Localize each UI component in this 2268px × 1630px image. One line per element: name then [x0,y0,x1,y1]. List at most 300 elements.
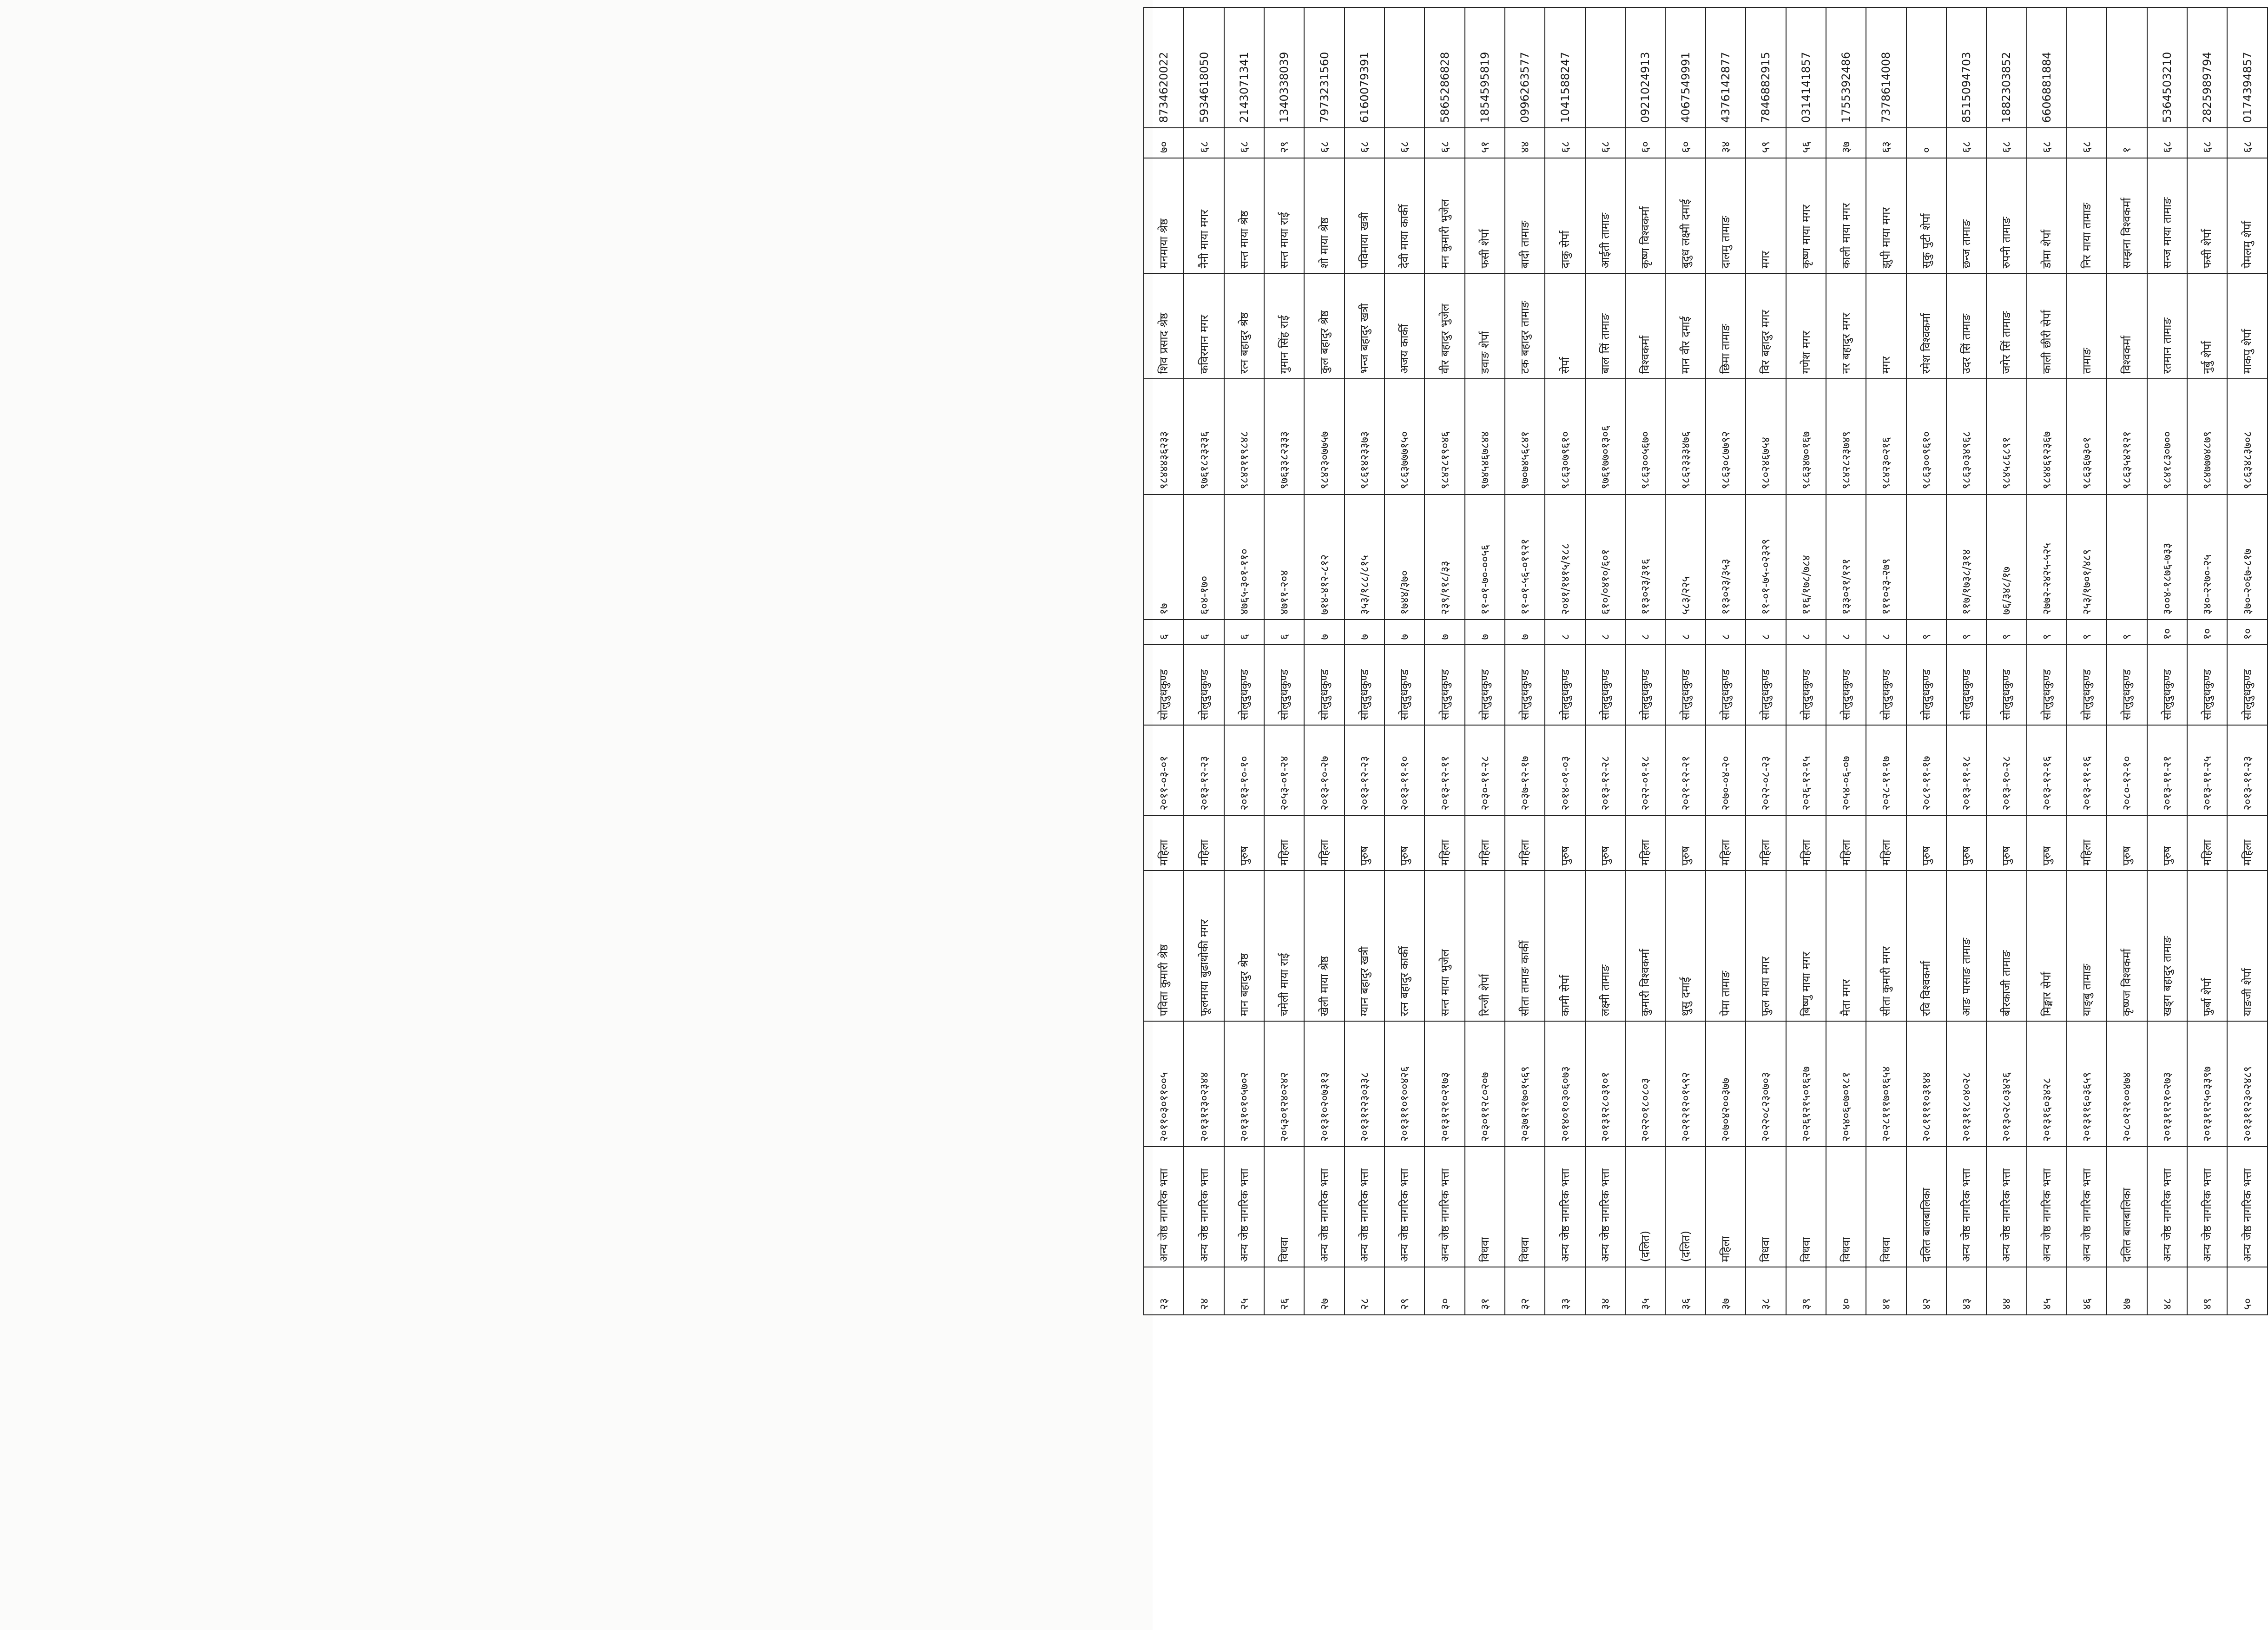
citizenship-number: ६१०/०४१०/६०१ [1585,495,1625,620]
mother-name: डोमा शेर्पा [2027,158,2067,273]
phone-number: ९८४४६१२३६७ [2027,379,2067,494]
phone-number: ९८६३४८३७०८ [2227,379,2268,494]
serial-number: ३७ [1706,1267,1746,1315]
id-number: २०१३११२१०२७३ [2147,1021,2187,1147]
table-row [1946,7,1986,1315]
date-of-birth: २०७०-०४-२० [1706,725,1746,815]
municipality: सोलुदुधकुण्ड [1505,645,1545,725]
municipality: सोलुदुधकुण्ड [1385,645,1424,725]
phone-number: ९८६३६७३०१ [2067,379,2107,494]
account-number: 1340338039 [1264,7,1304,128]
account-number [2067,7,2107,128]
father-name: सेर्पा [1545,273,1585,379]
mother-name: मगर [1746,158,1786,273]
father-name: गणेश मगर [1786,273,1826,379]
mother-name: फसी शेर्पा [1465,158,1505,273]
serial-number: ४३ [1946,1267,1986,1315]
account-number: 6160079391 [1345,7,1385,128]
id-number: २०२८१११७०१६५४ [1866,1021,1906,1147]
citizenship-number: २३९/११८/३३ [1424,495,1464,620]
ward-number: ९ [1946,620,1986,645]
age: ६० [1625,128,1665,158]
table-row [1906,7,1946,1315]
citizenship-number: ३७०-२०६७-८१७ [2227,495,2268,620]
table-row [1424,7,1464,1315]
allowance-category: (दलित) [1625,1147,1665,1267]
municipality: सोलुदुधकुण्ड [1465,645,1505,725]
father-name: गुमान सिंह राई [1264,273,1304,379]
mother-name: छन्ज तामाङ [1946,158,1986,273]
beneficiary-name: मान बहादुर श्रेष्ठ [1224,871,1264,1021]
age: ३७ [1826,128,1866,158]
date-of-birth: २०१३-१२-१६ [2027,725,2067,815]
allowance-category: अन्य जेष्ठ नागरिक भत्ता [1184,1147,1224,1267]
mother-name: काली माया मगर [1826,158,1866,273]
serial-number: ३५ [1625,1267,1665,1315]
gender: महिला [1746,816,1786,871]
gender: महिला [1786,816,1826,871]
phone-number: ९८४२३०७७५७ [1304,379,1344,494]
serial-number: ४४ [1986,1267,2026,1315]
serial-number: २६ [1264,1267,1304,1315]
date-of-birth: २०१३-११-१६ [2067,725,2107,815]
citizenship-number [2107,495,2147,620]
serial-number: ३३ [1545,1267,1585,1315]
allowance-category: विधवा [1826,1147,1866,1267]
municipality: सोलुदुधकुण्ड [1545,645,1585,725]
ward-number: ७ [1505,620,1545,645]
gender: महिला [1465,816,1505,871]
serial-number: ३४ [1585,1267,1625,1315]
citizenship-number: २७७२-२४२५-५२५ [2027,495,2067,620]
ward-number: ७ [1465,620,1505,645]
gender: महिला [2187,816,2227,871]
citizenship-number: ६०४-१७० [1184,495,1224,620]
beneficiary-name: पविता कुमारी श्रेष्ठ [1144,871,1184,1021]
municipality: सोलुदुधकुण्ड [1665,645,1705,725]
municipality: सोलुदुधकुण्ड [1786,645,1826,725]
beneficiary-name: खड्ग बहादुर तामाङ [2147,871,2187,1021]
municipality: सोलुदुधकुण्ड [1345,645,1385,725]
beneficiary-name: पेमा तामाङ [1706,871,1746,1021]
serial-number: २८ [1345,1267,1385,1315]
allowance-category: विधवा [1786,1147,1826,1267]
account-number: 0174394857 [2227,7,2268,128]
account-number [1906,7,1946,128]
citizenship-number: १३३०२१/१२१ [1826,495,1866,620]
ward-number: ८ [1625,620,1665,645]
id-number: २०२२०८२३०७०३ [1746,1021,1786,1147]
date-of-birth: २०८०-१२-१० [2107,725,2147,815]
allowance-category: अन्य जेष्ठ नागरिक भत्ता [2187,1147,2227,1267]
father-name: बाल सिं तामाङ [1585,273,1625,379]
ward-number: ७ [1424,620,1464,645]
serial-number: ३८ [1746,1267,1786,1315]
date-of-birth: २०१३-११-१८ [1946,725,1986,815]
allowance-category: (दलित) [1665,1147,1705,1267]
allowance-category: अन्य जेष्ठ नागरिक भत्ता [1424,1147,1464,1267]
father-name: नुर्बु शेर्पा [2187,273,2227,379]
id-number: २०१३११०१००४२६ [1385,1021,1424,1147]
father-name: भन्ज बहादुर खत्री [1345,273,1385,379]
id-number: २०११०३०११००५ [1144,1021,1184,1147]
municipality: सोलुदुधकुण्ड [1986,645,2026,725]
municipality: सोलुदुधकुण्ड [1746,645,1786,725]
citizenship-number: १७ [1144,495,1184,620]
father-name: अजय कार्की [1385,273,1424,379]
allowance-category: अन्य जेष्ठ नागरिक भत्ता [1345,1147,1385,1267]
allowance-category: विधवा [1264,1147,1304,1267]
id-number: २०१३१२२३०३३८ [1345,1021,1385,1147]
beneficiary-name: बिष्णु माया मगर [1786,871,1826,1021]
age: ६८ [1946,128,1986,158]
beneficiary-name: थुसु दमाई [1665,871,1705,1021]
gender: महिला [1184,816,1224,871]
id-number: २०५३०१२४०२४२ [1264,1021,1304,1147]
phone-number: ९८४१८३०७०० [2147,379,2187,494]
account-number: 5934618050 [1184,7,1224,128]
allowance-category: अन्य जेष्ठ नागरिक भत्ता [2227,1147,2268,1267]
mother-name: रुपनी तामाङ [1986,158,2026,273]
id-number: २०१३१६०३४२८ [2027,1021,2067,1147]
age: ६० [1665,128,1705,158]
citizenship-number: ७६/३४८/१७ [1986,495,2026,620]
age: ६८ [1224,128,1264,158]
beneficiary-name: ग्यान बहादुर खत्री [1345,871,1385,1021]
table-row [1545,7,1585,1315]
serial-number: ४५ [2027,1267,2067,1315]
serial-number: ३१ [1465,1267,1505,1315]
phone-number: ९८४२८२३७४९ [1826,379,1866,494]
allowance-category: अन्य जेष्ठ नागरिक भत्ता [1986,1147,2026,1267]
father-name: डवाङ शेर्पा [1465,273,1505,379]
date-of-birth: २०१४-०१-०३ [1545,725,1585,815]
account-number: 0996263577 [1505,7,1545,128]
serial-number: ४२ [1906,1267,1946,1315]
serial-number: ३० [1424,1267,1464,1315]
municipality: सोलुदुधकुण्ड [2147,645,2187,725]
gender: पुरुष [2147,816,2187,871]
phone-number: ९८४४४३६२३३ [1144,379,1184,494]
phone-number: ९८६३०८७७९२ [1706,379,1746,494]
citizenship-number: ४७६५-३०१-११० [1224,495,1264,620]
citizenship-number: ११६/१७८/७८४ [1786,495,1826,620]
date-of-birth: २०८१-११-१७ [1906,725,1946,815]
gender: पुरुष [1665,816,1705,871]
date-of-birth: २०१३-१२-२३ [1184,725,1224,815]
serial-number: ४९ [2187,1267,2227,1315]
municipality: सोलुदुधकुण्ड [1424,645,1464,725]
id-number: २०१४०१०३०६०७३ [1545,1021,1585,1147]
citizenship-number: ४७११-२०४ [1264,495,1304,620]
municipality: सोलुदुधकुण्ड [1224,645,1264,725]
beneficiary-name: सीता तामाङ कार्की [1505,871,1545,1021]
account-number [1585,7,1625,128]
date-of-birth: २०२१-१२-२१ [1665,725,1705,815]
table-row [1866,7,1906,1315]
age: ६३ [1866,128,1906,158]
beneficiary-name: चमेली माया राई [1264,871,1304,1021]
age: १ [2107,128,2147,158]
phone-number: ९७०७४५६८४१ [1505,379,1545,494]
ward-number: ८ [1866,620,1906,645]
date-of-birth: २०१३-१०-१० [1224,725,1264,815]
gender: पुरुष [1986,816,2026,871]
beneficiary-name: फुल माया मगर [1746,871,1786,1021]
ward-number: १० [2187,620,2227,645]
account-number: 7973231560 [1304,7,1344,128]
father-name: तामाङ [2067,273,2107,379]
municipality: सोलुदुधकुण्ड [2067,645,2107,725]
account-number: 1854595819 [1465,7,1505,128]
gender: महिला [1264,816,1304,871]
allowance-category: अन्य जेष्ठ नागरिक भत्ता [2147,1147,2187,1267]
age: ६८ [2027,128,2067,158]
beneficiary-name: कुमारी विश्वकर्मा [1625,871,1665,1021]
mother-name: पविमाया खत्री [1345,158,1385,273]
age: ५९ [1746,128,1786,158]
citizenship-number [1906,495,1946,620]
phone-number: ९८६३००५६७० [1625,379,1665,494]
date-of-birth: २०१३-१२-२३ [1345,725,1385,815]
municipality: सोलुदुधकुण्ड [1906,645,1946,725]
age: ६८ [1385,128,1424,158]
age: ६८ [1545,128,1585,158]
ward-number: ७ [1304,620,1344,645]
date-of-birth: २०१३-१२-११ [1424,725,1464,815]
beneficiary-name: रिन्जी शेर्पा [1465,871,1505,1021]
municipality: सोलुदुधकुण्ड [2107,645,2147,725]
table-row [1585,7,1625,1315]
gender: महिला [2227,816,2268,871]
ward-number: ८ [1585,620,1625,645]
citizenship-number: ११३०२३/३५३ [1706,495,1746,620]
gender: पुरुष [1385,816,1424,871]
beneficiary-name: खेली माया श्रेष्ठ [1304,871,1344,1021]
table-row [1786,7,1826,1315]
account-number: 7378614008 [1866,7,1906,128]
father-name: विश्वकर्मा [2107,273,2147,379]
date-of-birth: २०५३-०१-२४ [1264,725,1304,815]
table-row [1345,7,1385,1315]
mother-name: कृष्ण माया मगर [1786,158,1826,273]
id-number: २०१३०२८०३४२६ [1986,1021,2026,1147]
date-of-birth: २०२६-१२-१५ [1786,725,1826,815]
id-number: २०७०४२००३७७ [1706,1021,1746,1147]
table-row [2107,7,2147,1315]
age: ५६ [1786,128,1826,158]
ward-number: ८ [1706,620,1746,645]
table-row [1224,7,1264,1315]
id-number: २०५४०६०७०१८१ [1826,1021,1866,1147]
ward-number: ९ [2067,620,2107,645]
id-number: २०१३१२८०३१०१ [1585,1021,1625,1147]
beneficiary-name: रत्न बहादुर कार्की [1385,871,1424,1021]
age: ५१ [1465,128,1505,158]
table-row [2147,7,2187,1315]
phone-number: ९७४५४६७८४४ [1465,379,1505,494]
mother-name: निर माया तामाङ [2067,158,2107,273]
phone-number: ९७६१७७०१३०६ [1585,379,1625,494]
serial-number: २७ [1304,1267,1344,1315]
phone-number: ९८४२३०२१६ [1866,379,1906,494]
date-of-birth: २०१३-११-२३ [2227,725,2268,815]
table-row [1505,7,1545,1315]
father-name: काली छीरी सेर्पा [2027,273,2067,379]
phone-number: ९८४२८१९०४६ [1424,379,1464,494]
mother-name: सन्त माया राई [1264,158,1304,273]
gender: महिला [1706,816,1746,871]
date-of-birth: २०२२-०१-१८ [1625,725,1665,815]
phone-number: ९८४२११९८४८ [1224,379,1264,494]
citizenship-number: ३५३/१८८/८१५ [1345,495,1385,620]
municipality: सोलुदुधकुण्ड [1946,645,1986,725]
id-number: २०८०१२१००४७४ [2107,1021,2147,1147]
table-row [1304,7,1344,1315]
ward-number: ६ [1144,620,1184,645]
allowance-category: अन्य जेष्ठ नागरिक भत्ता [1545,1147,1585,1267]
table-row [1826,7,1866,1315]
id-number: २०१३१०१०५७०२ [1224,1021,1264,1147]
table-row [2187,7,2227,1315]
ward-number: १० [2227,620,2268,645]
account-number: 8734620022 [1144,7,1184,128]
allowance-category: अन्य जेष्ठ नागरिक भत्ता [2067,1147,2107,1267]
id-number: २०२१२१२०१५९२ [1665,1021,1705,1147]
gender: महिला [1505,816,1545,871]
mother-name: दालमु तामाङ [1706,158,1746,273]
table-row [2027,7,2067,1315]
id-number: २०१३१०२०७३१३ [1304,1021,1344,1147]
municipality: सोलुदुधकुण्ड [1866,645,1906,725]
father-name: माकपु शेर्पा [2227,273,2268,379]
table-row [1986,7,2026,1315]
id-number: २०८११११०३१४४ [1906,1021,1946,1147]
father-name: नर बहादुर मगर [1826,273,1866,379]
father-name: रतमान तामाङ [2147,273,2187,379]
serial-number: ४८ [2147,1267,2187,1315]
father-name: रत्न बहादुर श्रेष्ठ [1224,273,1264,379]
municipality: सोलुदुधकुण्ड [1706,645,1746,725]
citizenship-number: ३००४-१८७६-७३३ [2147,495,2187,620]
father-name: विश्वकर्मा [1625,273,1665,379]
serial-number: ३६ [1665,1267,1705,1315]
phone-number: ९८६३०३४९६८ [1946,379,1986,494]
table-row [1144,7,1184,1315]
table-row [1706,7,1746,1315]
date-of-birth: २०१३-१०-२७ [1304,725,1344,815]
mother-name: नैनी माया मगर [1184,158,1224,273]
ward-number: ९ [1906,620,1946,645]
account-number: 1041588247 [1545,7,1585,128]
ward-number: ६ [1184,620,1224,645]
ward-number: ८ [1545,620,1585,645]
phone-number: ९८६३०७९६१० [1545,379,1585,494]
gender: पुरुष [2107,816,2147,871]
id-number: २०३७१२१७०१५६९ [1505,1021,1545,1147]
phone-number: ९८६२३३३४७६ [1665,379,1705,494]
allowance-category: अन्य जेष्ठ नागरिक भत्ता [1304,1147,1344,1267]
gender: महिला [1304,816,1344,871]
citizenship-number: ३४०-२२७०-२५ [2187,495,2227,620]
municipality: सोलुदुधकुण्ड [2227,645,2268,725]
serial-number: ४६ [2067,1267,2107,1315]
table-body [1144,7,2268,1315]
municipality: सोलुदुधकुण्ड [1264,645,1304,725]
father-name: मगर [1866,273,1906,379]
age: ६८ [2147,128,2187,158]
father-name: मान वीर दमाई [1665,273,1705,379]
serial-number: २३ [1144,1267,1184,1315]
age: ६८ [2187,128,2227,158]
beneficiary-name: मिङ्मार सेर्पा [2027,871,2067,1021]
serial-number: ३९ [1786,1267,1826,1315]
mother-name: शो माया श्रेष्ठ [1304,158,1344,273]
municipality: सोलुदुधकुण्ड [2187,645,2227,725]
date-of-birth: २०१३-११-१० [1385,725,1424,815]
id-number: २०३०११२८०२०७ [1465,1021,1505,1147]
gender: महिला [1144,816,1184,871]
beneficiary-name: सीता कुमारी मगर [1866,871,1906,1021]
allowance-category: महिला [1706,1147,1746,1267]
ward-number: ७ [1385,620,1424,645]
account-number: 5865286828 [1424,7,1464,128]
citizenship-number: ११-०१-७५-०२३२९ [1746,495,1786,620]
id-number: २०२६१२१५०१६२७ [1786,1021,1826,1147]
account-number: 7846882915 [1746,7,1786,128]
mother-name: देवी माया कार्की [1385,158,1424,273]
age: ६८ [1585,128,1625,158]
serial-number: २४ [1184,1267,1224,1315]
account-number [1385,7,1424,128]
gender: पुरुष [2027,816,2067,871]
serial-number: २९ [1385,1267,1424,1315]
municipality: सोलुदुधकुण्ड [1625,645,1665,725]
citizenship-number: ११-०१-५६-०१९२१ [1505,495,1545,620]
municipality: सोलुदुधकुण्ड [1184,645,1224,725]
age: ६८ [1184,128,1224,158]
mother-name: मनमाया श्रेष्ठ [1144,158,1184,273]
table-row [2227,7,2268,1315]
table-row [1625,7,1665,1315]
phone-number: ९८६१४२३३७३ [1345,379,1385,494]
allowance-category: विधवा [1465,1147,1505,1267]
mother-name: आईती तामाङ [1585,158,1625,273]
gender: पुरुष [1224,816,1264,871]
father-name: विर बहादुर मगर [1746,273,1786,379]
account-number: 4376142877 [1706,7,1746,128]
mother-name: सन्ज माया तामाङ [2147,158,2187,273]
beneficiary-table [1143,7,2268,1315]
beneficiary-name: रवि विश्वकर्मा [1906,871,1946,1021]
allowance-category: दलित बालबालिका [1906,1147,1946,1267]
rotated-table-wrapper [1143,7,2268,1315]
age: ७० [1144,128,1184,158]
municipality: सोलुदुधकुण्ड [2027,645,2067,725]
beneficiary-name: फुर्बा शेर्पा [2187,871,2227,1021]
father-name: वीर बहादुर भुजेल [1424,273,1464,379]
beneficiary-name: बीरकाजी तामाङ [1986,871,2026,1021]
beneficiary-name: सन्त माया भुजेल [1424,871,1464,1021]
beneficiary-name: फूलमाया बुढाथोकी मगर [1184,871,1224,1021]
mother-name: झुपी माया मगर [1866,158,1906,273]
serial-number: ४७ [2107,1267,2147,1315]
mother-name: सन्त माया श्रेष्ठ [1224,158,1264,273]
date-of-birth: २०१३-११-२१ [2147,725,2187,815]
table-row [1746,7,1786,1315]
father-name: उदर सिं तामाङ [1946,273,1986,379]
allowance-category: अन्य जेष्ठ नागरिक भत्ता [2027,1147,2067,1267]
